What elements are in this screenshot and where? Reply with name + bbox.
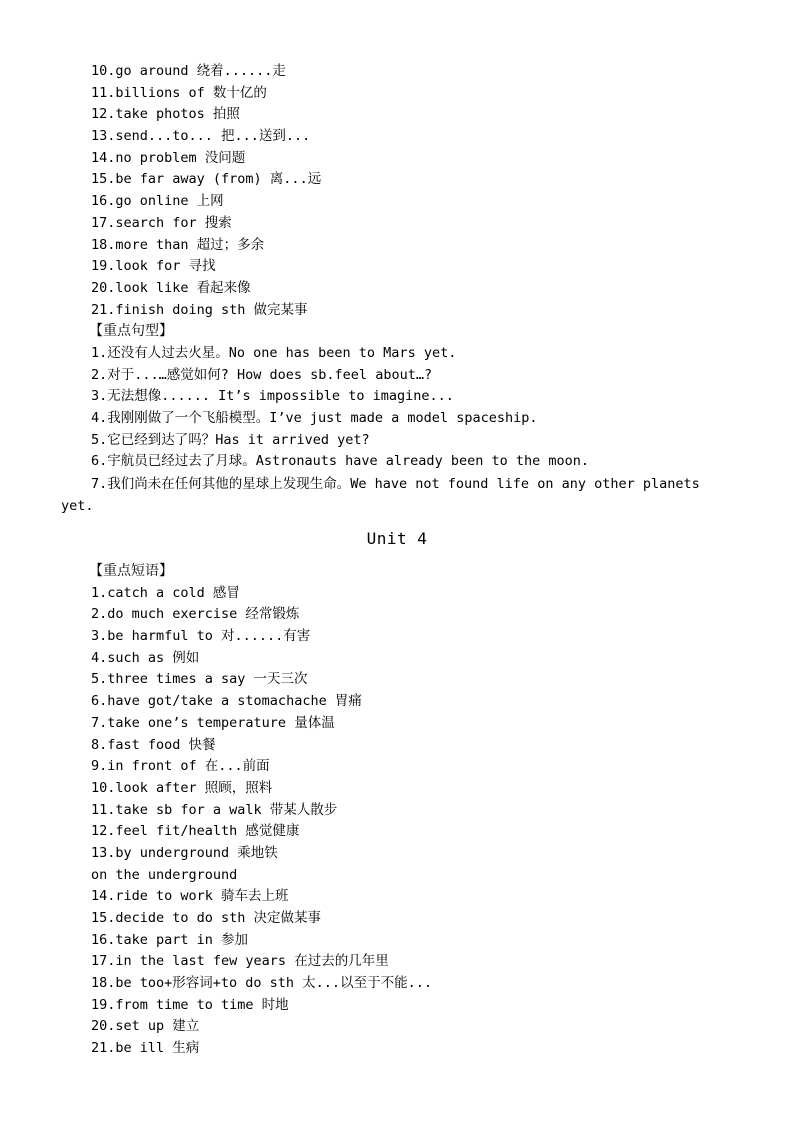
phrase-item: 7.take one’s temperature 量体温: [91, 714, 335, 731]
phrase-item: 18.more than 超过；多余: [91, 236, 265, 253]
phrase-item: 14.no problem 没问题: [91, 149, 246, 166]
sentence-item: 4.我刚刚做了一个飞船模型。I’ve just made a model spaceship.: [91, 410, 538, 426]
phrase-list-continued: [91, 61, 751, 473]
sentence-item-long-continuation: yet.: [61, 498, 94, 514]
phrase-item: 15.decide to do sth 决定做某事: [91, 910, 322, 926]
phrase-item: 16.take part in 参加: [91, 931, 249, 948]
phrase-item: 20.look like 看起来像: [91, 279, 251, 296]
phrase-item: 6.have got/take a stomachache 胃痛: [91, 693, 362, 710]
phrase-item: 12.feel fit/health 感觉健康: [91, 823, 300, 840]
phrase-section-heading: 【重点短语】: [89, 563, 173, 579]
phrase-item: 10.look after 照顾，照料: [91, 779, 273, 796]
sentence-item: 1.还没有人过去火星。No one has been to Mars yet.: [91, 344, 457, 361]
phrase-item: 20.set up 建立: [91, 1018, 200, 1035]
phrase-item: 11.billions of 数十亿的: [91, 84, 267, 101]
unit-title: Unit 4: [366, 529, 428, 548]
phrase-item: 5.three times a say 一天三次: [91, 671, 308, 688]
phrase-item: 10.go around 绕着......走: [91, 63, 286, 79]
phrase-item: 19.from time to time 时地: [91, 996, 289, 1013]
phrase-item: 17.in the last few years 在过去的几年里: [91, 953, 389, 970]
phrase-item: 3.be harmful to 对......有害: [91, 628, 311, 645]
phrase-item: 13.by underground 乘地铁: [91, 844, 278, 861]
phrase-item: 21.finish doing sth 做完某事: [91, 301, 308, 318]
sentence-item: 3.无法想像...... It’s impossible to imagine...: [91, 388, 454, 405]
phrase-item-alternate: on the underground: [91, 866, 238, 883]
phrase-item: 11.take sb for a walk 带某人散步: [91, 801, 338, 818]
phrase-item: 16.go online 上网: [91, 193, 224, 210]
sentence-item: 5.它已经到达了吗？Has it arrived yet?: [91, 431, 370, 448]
phrase-item: 14.ride to work 骑车去上班: [91, 888, 289, 905]
phrase-item: 19.look for 寻找: [91, 258, 216, 275]
phrase-item: 18.be too+形容词+to do sth 太...以至于不能...: [91, 975, 432, 992]
phrase-item: 8.fast food 快餐: [91, 736, 216, 753]
phrase-item: 9.in front of 在...前面: [91, 758, 270, 775]
phrase-item: 13.send...to... 把...送到...: [91, 128, 311, 145]
phrase-item: 21.be ill 生病: [91, 1040, 200, 1057]
unit4-phrase-list: [91, 561, 751, 1060]
sentence-item: 6.宇航员已经过去了月球。Astronauts have already been to the moon.: [91, 453, 589, 470]
phrase-item: 17.search for 搜索: [91, 214, 232, 231]
phrase-item: 12.take photos 拍照: [91, 106, 240, 123]
sentence-item: 2.对于...…感觉如何? How does sb.feel about…?: [91, 366, 433, 383]
phrase-item: 4.such as 例如: [91, 649, 200, 666]
phrase-item: 15.be far away (from) 离...远: [91, 171, 322, 188]
phrase-item: 1.catch a cold 感冒: [91, 584, 240, 601]
phrase-item: 2.do much exercise 经常锻炼: [91, 606, 300, 623]
sentence-section-heading: 【重点句型】: [89, 323, 173, 340]
sentence-item-long: 7.我们尚未在任何其他的星球上发现生命。We have not found life on any other planets: [91, 476, 700, 492]
